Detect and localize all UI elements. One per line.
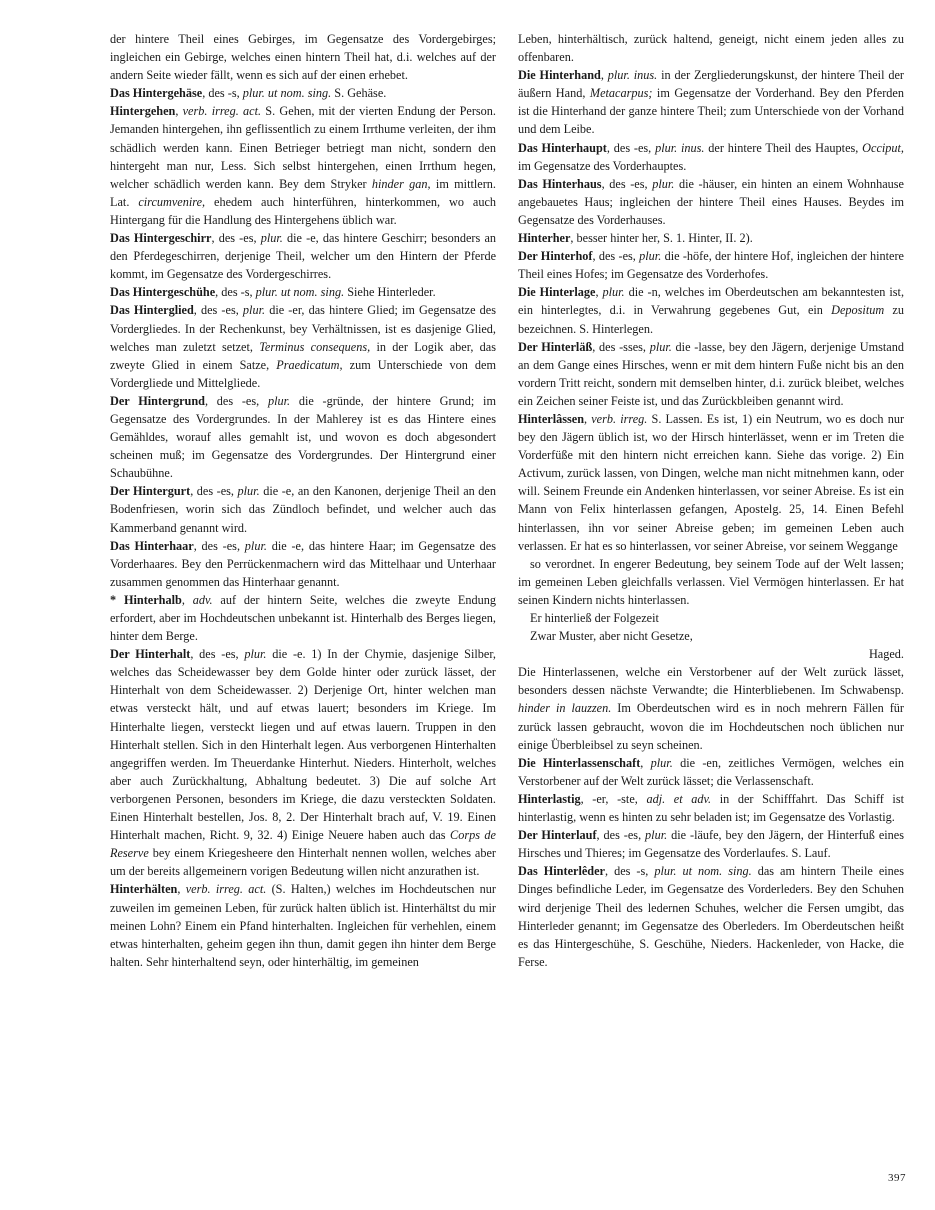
italic-text: adv. bbox=[192, 592, 213, 607]
italic-text: plur. bbox=[244, 538, 267, 553]
italic-text: hinder gan, bbox=[371, 176, 431, 191]
entry-text: , des -s, bbox=[215, 285, 256, 300]
dictionary-entry bbox=[518, 754, 904, 790]
dictionary-entry bbox=[518, 338, 904, 410]
entry-text: auf der hintern Seite, welches die zweyte Endung erfordert, aber im Hochdeutschen unbekannt ist. Hinterhalb des Berges liegen, hinter dem Berge. bbox=[110, 592, 496, 644]
dictionary-entry bbox=[110, 301, 496, 391]
dictionary-entry bbox=[518, 139, 904, 175]
headword: Der Hintergrund bbox=[110, 393, 205, 408]
italic-text: verb. irreg. act. bbox=[182, 104, 262, 119]
headword: Der Hinterhalt bbox=[110, 647, 191, 662]
entry-text: die -läufe, bey den Jägern, der Hinterfuß eines Hirsches und Thieres; im Gegensatze des Vorderlaufes. S. Lauf. bbox=[518, 828, 904, 861]
entry-text: die -gründe, der hintere Grund; im Gegensatze des Vordergrundes. In der Mahlerey ist es das Hintere eines Gemähldes, worauf alles gemahlt ist, und wovon es doch abgesondert scheinen muß; im Gegensatze des Vordergrundes. Der Hintergrund einer Schaubühne. bbox=[110, 393, 496, 481]
entry-text: , des -es, bbox=[190, 484, 238, 499]
entry-text: Siehe Hinterleder. bbox=[344, 285, 436, 300]
entry-text: S. Gehäse. bbox=[331, 86, 387, 101]
italic-text: plur. bbox=[602, 285, 625, 300]
entry-text: das am hintern Theile eines Dinges befindliche Leder, im Gegensatze des Vorderleders. Bey den Schuhen wird derjenige Theil des ledernen Schuhes, welcher die Fersen umgibt, das Hinterleder genannt; im Gegensatze des Oberleders. Im Oberdeutschen heißt es das Hintergeschühe, S. Geschühe, Nieders. Hackenleder, von Hacke, die Ferse. bbox=[518, 864, 904, 969]
italic-text: plur. bbox=[244, 647, 267, 662]
entry-text: in der Zergliederungskunst, der hintere Theil der äußern Hand, bbox=[518, 68, 904, 101]
entry-text: in der Schifffahrt. Das Schiff ist hinterlastig, wenn es hinten zu sehr beladen ist; im Gegensatze des Vorlastig. bbox=[518, 791, 904, 825]
entry-text: die -e, das hintere Haar; im Gegensatze des Vorderhaares. Bey den Perrückenmachern wird das Mittelhaar und Unterhaar zusammen genommen das Hinterhaar genannt. bbox=[110, 538, 496, 589]
entry-text: im Gegensatze des Vorderhauptes. bbox=[518, 158, 687, 173]
dictionary-entry bbox=[110, 102, 496, 229]
dictionary-entry bbox=[110, 283, 496, 301]
entry-text: die -höfe, der hintere Hof, ingleichen der hintere Theil eines Hofes; im Gegensatze des Vorderhofes. bbox=[518, 249, 904, 282]
entry-text: , des -sses, bbox=[592, 339, 650, 354]
headword: Das Hintergeschirr bbox=[110, 231, 212, 246]
italic-text: plur. bbox=[237, 484, 260, 499]
italic-text: plur. bbox=[650, 755, 673, 770]
dictionary-entry bbox=[518, 410, 904, 555]
dictionary-entry bbox=[518, 862, 904, 971]
dictionary-entry bbox=[110, 645, 496, 880]
entry-text: , -er, -ste, bbox=[580, 791, 647, 806]
headword: Die Hinterlassenschaft bbox=[518, 755, 641, 770]
headword: Hintergehen bbox=[110, 104, 176, 119]
entry-text: , bbox=[640, 755, 651, 770]
italic-text: Praedicatum, bbox=[276, 357, 343, 372]
dictionary-entry bbox=[518, 826, 904, 862]
headword: Das Hintergehäse bbox=[110, 86, 203, 101]
dictionary-entry bbox=[110, 537, 496, 591]
entry-text: der hintere Theil eines Gebirges, im Gegensatze des Vordergebirges; ingleichen ein Gebirge, welches einen hintern Theil hat, d.i. welches auf der andern Seite wieder fällt, wenn es sich auf der einen erhebet. bbox=[110, 32, 496, 83]
dictionary-entry bbox=[518, 283, 904, 337]
verse-line bbox=[518, 627, 904, 645]
entry-text: Im Oberdeutschen wird es in noch mehrern Fällen für zurück lassen gebraucht, wovon die im Hochdeutschen noch üblichen nur einige Überbleibsel zu seyn scheinen. bbox=[518, 701, 905, 752]
headword: Das Hinterhaar bbox=[110, 538, 194, 553]
italic-text: plur. bbox=[649, 339, 672, 354]
entry-text: die -n, welches im Oberdeutschen am bekanntesten ist, ein hinterlegtes, d.i. in Verwahrung gegebenes Gut, ein bbox=[518, 285, 905, 318]
entry-text: die -e. 1) In der Chymie, dasjenige Silber, welches das Scheidewasser bey dem Golde hinter oder zurück lässet, der Hinterhalt von dem Scheidewasser. 2) Derjenige Ort, hinter welchen man etwas versteckt hält, und auf etwas lauert; besonders im Kriege. Im Hinterhalte liegen, versteckt liegen und auf etwas lauern. Truppen in den Hinterhalt stellen. Sich in den Hinterhalt legen. Aus verborgenen Hinterhalten angegriffen werden. Im Theuerdanke Hinterhut. Nieders. Hinterholt, welches aber auch Zurückhaltung, Abhaltung bedeutet. 3) Die auf solche Art verborgenen Personen, besonders im Kriege, die dazu versteckten Soldaten. Einen Hinterhalt bestellen, Jos. 8, 2. Der Hinterhalt brach auf, V. 19. Einen Hinterhalt machen, Richt. 9, 32. 4) Einige Neuere haben auch das bbox=[110, 647, 496, 843]
entry-text: , des -es, bbox=[190, 647, 245, 662]
dictionary-entry bbox=[518, 229, 904, 247]
dictionary-entry bbox=[110, 229, 496, 283]
entry-text: die -lasse, bey den Jägern, derjenige Umstand an dem Gange eines Hirsches, wenn er mit dem hintern Fuße nicht bis an den vordern Tritt reicht, sondern mit demselben hinter, d.i. zurück bleibet, welches ein Zeichen seiner Feiste ist, und das Zurückbleiben genannt wird. bbox=[518, 339, 904, 408]
italic-text: plur. bbox=[645, 828, 668, 843]
dictionary-entry bbox=[518, 247, 904, 283]
dictionary-entry bbox=[518, 66, 904, 138]
italic-text: plur. inus. bbox=[655, 140, 705, 155]
entry-text: , bbox=[177, 882, 186, 897]
headword: * Hinterhalb bbox=[110, 592, 182, 607]
italic-text: plur. bbox=[242, 303, 266, 318]
entry-text: ehedem auch hinterführen, hinterkommen, wo auch Hintergang für die Handlung des Hintergehens üblich war. bbox=[110, 194, 497, 227]
entry-text: , des -es, bbox=[193, 538, 245, 553]
entry-text: , bbox=[181, 592, 193, 607]
entry-text: , des -es, bbox=[601, 176, 653, 191]
italic-text: plur. ut nom. sing. bbox=[654, 864, 752, 879]
headword: Hinterhälten bbox=[110, 882, 178, 897]
entry-text: , des -es, bbox=[596, 828, 646, 843]
entry-text: Die Hinterlassenen, welche ein Verstorbener auf der Welt zurück lässet, besonders dessen nächste Verwandte; die Hinterbliebenen. Im Schwabensp. bbox=[518, 665, 904, 698]
entry-text: im Gegensatze der Vorderhand. Bey den Pferden ist die Hinterhand der ganze hintere Theil; zum Unterschiede von der Vorhand und dem Leibe. bbox=[518, 86, 904, 137]
dictionary-entry bbox=[110, 84, 496, 102]
entry-text: , bbox=[595, 285, 603, 300]
entry-text: bey einem Kriegesheere den Hinterhalt nennen wollen, welches aber um der bereits allgemeinern vorigen Bedeutung willen nicht anzurathen ist. bbox=[110, 846, 496, 879]
entry-text: die -häuser, ein hinten an einem Wohnhause angebauetes Haus; ingleichen der hintere Theil eines Hauses. Beydes im Gegensatze des Vorderhauses. bbox=[518, 176, 904, 227]
entry-text: die -e, das hintere Geschirr; besonders an den Pferdegeschirren, derjenige Theil, welcher um den Hintern der Pferde kommt, im Gegensatze des Vordergeschirres. bbox=[110, 231, 497, 282]
headword: Hinterher bbox=[518, 231, 571, 246]
entry-text: Zwar Muster, aber nicht Gesetze, bbox=[530, 629, 693, 644]
entry-text: Er hinterließ der Folgezeit bbox=[530, 611, 659, 625]
right-column bbox=[518, 30, 904, 971]
entry-text: die -er, das hintere Glied; im Gegensatze des Vordergliedes. In der Rechenkunst, bey Verhältnissen, ist es dasjenige Glied, welches man zuletzt setzet, bbox=[110, 303, 496, 354]
dictionary-entry bbox=[518, 30, 904, 66]
dictionary-entry bbox=[518, 790, 904, 826]
italic-text: plur. bbox=[652, 176, 675, 191]
entry-text: , des -es, bbox=[592, 249, 640, 264]
entry-text: , des -es, bbox=[204, 393, 268, 408]
headword: Der Hinterläß bbox=[518, 339, 593, 354]
headword: Das Hintergeschühe bbox=[110, 285, 216, 300]
entry-text: die -en, zeitliches Vermögen, welches ein Verstorbener auf der Welt zurück lässet; die Verlassenschaft. bbox=[518, 755, 905, 788]
entry-text: , des -s, bbox=[604, 864, 655, 879]
italic-text: adj. et adv. bbox=[646, 791, 712, 806]
italic-text: plur. ut nom. sing. bbox=[242, 86, 332, 101]
entry-text: , des -es, bbox=[193, 303, 243, 318]
dictionary-entry bbox=[110, 591, 496, 645]
dictionary-entry bbox=[110, 30, 496, 84]
italic-text: plur. inus. bbox=[607, 68, 658, 83]
headword: Der Hintergurt bbox=[110, 484, 191, 499]
dictionary-entry bbox=[110, 392, 496, 482]
entry-text: der hintere Theil des Hauptes, bbox=[704, 140, 863, 155]
headword: Hinterlâssen bbox=[518, 411, 585, 426]
italic-text: Corps de Reserve bbox=[110, 828, 496, 861]
headword: Das Hinterlêder bbox=[518, 864, 605, 879]
entry-text: zum Unterschiede von dem Vordergliede und Mittelgliede. bbox=[110, 357, 497, 390]
entry-text: , des -s, bbox=[202, 86, 243, 101]
italic-text: Terminus consequens, bbox=[259, 339, 371, 354]
italic-text: verb. irreg. bbox=[591, 411, 648, 426]
entry-text: im mittlern. Lat. bbox=[110, 176, 496, 209]
italic-text: plur. bbox=[639, 249, 662, 264]
italic-text: Occiput, bbox=[862, 140, 904, 155]
entry-text: , des -es, bbox=[211, 231, 261, 246]
left-column bbox=[110, 30, 496, 971]
entry-text: S. Gehen, mit der vierten Endung der Person. Jemanden hintergehen, ihn geflissentlich zu einem Irrthume verleiten, der ihm schädlich werden kann. Einen Betrieger betriegt man nicht, sondern den hintergeht man nur, Less. Sich selbst hintergehen, einen Irrthum hegen, welcher schädlich werden kann. Bey dem Stryker bbox=[110, 104, 496, 191]
italic-text: verb. irreg. act. bbox=[185, 882, 267, 897]
dictionary-entry bbox=[518, 663, 904, 753]
headword: Das Hinterglied bbox=[110, 303, 194, 318]
entry-text: zu bezeichnen. S. Hinterlegen. bbox=[518, 303, 904, 336]
italic-text: circumvenire, bbox=[138, 194, 206, 209]
entry-text: Haged. bbox=[868, 647, 904, 662]
italic-text: plur. bbox=[260, 231, 283, 246]
entry-text: die -e, an den Kanonen, derjenige Theil an den Bodenfriesen, worin sich das Zündloch befindet, und welcher auch das Kammerband genannt wird. bbox=[110, 484, 496, 535]
dictionary-entry bbox=[518, 555, 904, 609]
verse-line bbox=[518, 609, 904, 627]
entry-text: in der Logik aber, das zweyte Glied in einem Satze, bbox=[110, 339, 496, 372]
dictionary-entry bbox=[518, 175, 904, 229]
headword: Der Hinterlauf bbox=[518, 828, 597, 843]
verse-author bbox=[518, 645, 904, 663]
italic-text: hinder in lauzzen. bbox=[518, 701, 612, 716]
entry-text: S. Lassen. Es ist, 1) ein Neutrum, wo es doch nur bey den Jägern üblich ist, wo der Hirsch hinterlässet, wenn er im Treten die Vorderfüße mit den hintern nicht erreichen kann. Siehe das vorige. 2) Ein Activum, zurück lassen, von Dingen, welche man nicht mitnehmen kann, oder will. Seinem Freunde ein Andenken hinterlassen, vor seiner Abreise. Es ist ein Mann von Felix hinterlassen gefangen, Apostelg. 25, 14. Einen Befehl hinterlassen, ihn vor seiner Abreise geben; im gemeinen Leben auch verlassen. Er hat es so hinterlassen, vor seiner Abreise, vor seinem Weggange bbox=[518, 411, 905, 553]
entry-text: so verordnet. In engerer Bedeutung, bey seinem Tode auf der Welt lassen; im gemeinen Leben gleichfalls verlassen. Viel Vermögen hinterlassen. Er hat seinen Kindern nichts hinterlassen. bbox=[518, 556, 904, 607]
italic-text: Depositum bbox=[831, 303, 885, 318]
page-number: 397 bbox=[888, 1172, 906, 1184]
headword: Die Hinterlage bbox=[518, 285, 596, 300]
entry-text: , besser hinter her, S. 1. Hinter, II. 2). bbox=[570, 231, 753, 246]
headword: Hinterlastig bbox=[518, 791, 581, 806]
entry-text: , bbox=[175, 104, 183, 119]
italic-text: plur. bbox=[267, 393, 291, 408]
italic-text: Metacarpus; bbox=[589, 86, 653, 101]
italic-text: plur. ut nom. sing. bbox=[255, 285, 345, 300]
entry-text: , des -es, bbox=[606, 140, 656, 155]
headword: Das Hinterhaus bbox=[518, 176, 602, 191]
entry-text: , bbox=[600, 68, 608, 83]
entry-text: (S. Halten,) welches im Hochdeutschen nur zuweilen im gemeinen Leben, für zurück halten üblich ist. Hinterhältst du mir meinen Lohn? Einem ein Pfand hinterhalten. Ingleichen für verhehlen, einem etwas hinterhalten, geheim gegen ihn thun, damit gegen ihn hinter dem Berge halten. Sehr hinterhaltend seyn, oder hinterhältig, im gemeinen bbox=[110, 882, 497, 969]
dictionary-entry bbox=[110, 482, 496, 536]
headword: Der Hinterhof bbox=[518, 249, 593, 264]
entry-text: , bbox=[584, 411, 592, 426]
headword: Das Hinterhaupt bbox=[518, 140, 607, 155]
entry-text: Leben, hinterhältisch, zurück haltend, geneigt, nicht einem jeden alles zu offenbaren. bbox=[518, 32, 904, 65]
headword: Die Hinterhand bbox=[518, 68, 601, 83]
dictionary-entry bbox=[110, 880, 496, 970]
